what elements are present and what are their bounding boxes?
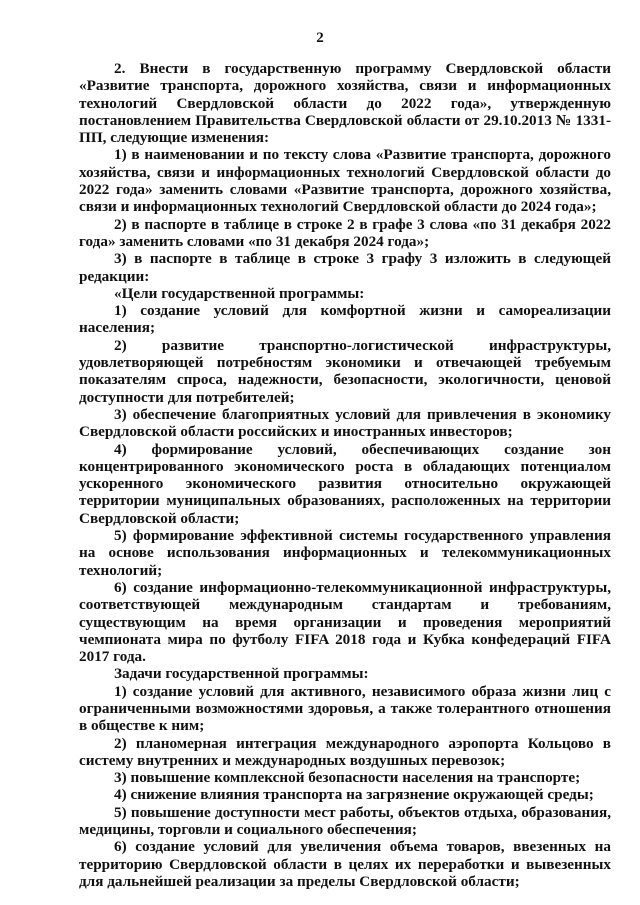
paragraph-goal-6: 6) создание информационно-телекоммуникационной инфраструктуры, соответствующей международным стандартам и требованиям, существующим на время организации и проведения мероприятий чемпионата мира по футболу FIFA 2018 года и Кубка конфедераций FIFA 2017 года. [79, 578, 611, 666]
paragraph-goals-heading: «Цели государственной программы: [114, 284, 365, 302]
page-number: 2 [316, 30, 324, 46]
paragraph-goal-4: 4) формирование условий, обеспечивающих создание зон концентрированного экономического роста в обладающих потенциалом ускоренного экономического развития относительно окружающей территории муниципальных образованиях, расположенных на территории Свердловской области; [79, 440, 611, 527]
paragraph-tasks-heading: Задачи государственной программы: [114, 665, 369, 683]
document-body [79, 60, 611, 890]
paragraph-goal-3: 3) обеспечение благоприятных условий для привлечения в экономику Свердловской области российских и иностранных инвесторов; [79, 405, 611, 441]
paragraph-task-2: 2) планомерная интеграция международного аэропорта Кольцово в систему внутренних и международных воздушных перевозок; [79, 734, 611, 769]
paragraph-goal-1: 1) создание условий для комфортной жизни и самореализации населения; [79, 302, 611, 337]
paragraph-task-5: 5) повышение доступности мест работы, объектов отдыха, образования, медицины, торговли и социального обеспечения; [79, 803, 611, 839]
paragraph-amendment-intro: 2. Внести в государственную программу Свердловской области «Развитие транспорта, дорожного хозяйства, связи и информационных технологий Свердловской области до 2022 года», утвержденную постановлением Правительства Свердловской области от 29.10.2013 № 1331-ПП, следующие изменения: [79, 60, 611, 147]
paragraph-task-3: 3) повышение комплексной безопасности населения на транспорте; [114, 769, 581, 787]
paragraph-task-1: 1) создание условий для активного, независимого образа жизни лиц с ограниченными возможностями здоровья, а также толерантного отношения в обществе к ним; [79, 682, 611, 735]
paragraph-goal-5: 5) формирование эффективной системы государственного управления на основе использования информационных и телекоммуникационных технологий; [79, 527, 611, 579]
paragraph-change-3: 3) в паспорте в таблице в строке 3 графу 3 изложить в следующей редакции: [79, 250, 611, 285]
paragraph-change-2: 2) в паспорте в таблице в строке 2 в графе 3 слова «по 31 декабря 2022 года» заменить словами «по 31 декабря 2024 года»; [79, 215, 611, 250]
paragraph-change-1: 1) в наименовании и по тексту слова «Развитие транспорта, дорожного хозяйства, связи и информационных технологий Свердловской области до 2022 года» заменить словами «Развитие транспорта, дорожного хозяйства, связи и информационных технологий Свердловской области до 2024 года»; [79, 146, 611, 216]
paragraph-goal-2: 2) развитие транспортно-логистической инфраструктуры, удовлетворяющей потребностям экономики и отвечающей требуемым показателям спроса, надежности, безопасности, экологичности, ценовой доступности для потребителей; [79, 336, 611, 406]
paragraph-task-6: 6) создание условий для увеличения объема товаров, ввезенных на территорию Свердловской области в целях их переработки и вывезенных для дальнейшей реализации за пределы Свердловской области; [79, 838, 611, 890]
paragraph-task-4: 4) снижение влияния транспорта на загрязнение окружающей среды; [114, 786, 594, 804]
